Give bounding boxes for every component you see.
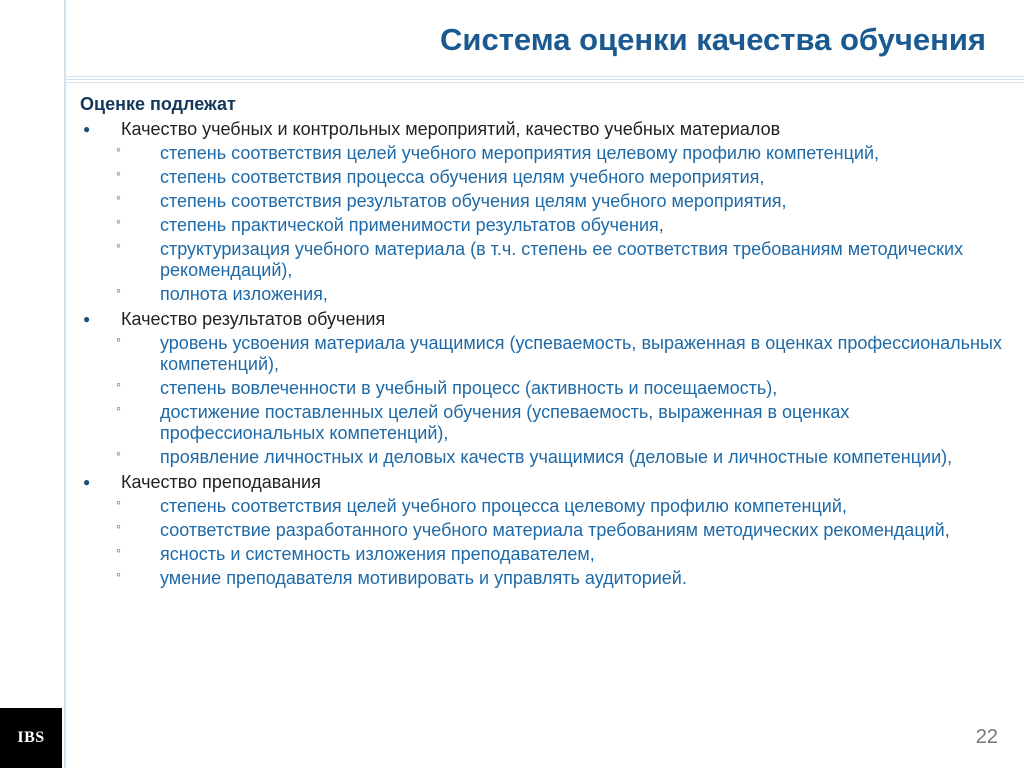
list-item-text: степень вовлеченности в учебный процесс (активность и посещаемость), bbox=[160, 378, 778, 398]
list-item bbox=[80, 520, 1015, 541]
slide-content bbox=[80, 93, 1015, 589]
section-1-label: Качество учебных и контрольных мероприятий, качество учебных материалов bbox=[121, 119, 781, 139]
list-item-text: степень соответствия целей учебного процесса целевому профилю компетенций, bbox=[160, 496, 847, 516]
hollow-bullet-icon: ◦ bbox=[116, 445, 121, 461]
left-vertical-rule bbox=[64, 0, 66, 768]
list-item bbox=[80, 284, 1015, 305]
list-item-text: соответствие разработанного учебного материала требованиям методических рекомендаций, bbox=[160, 520, 950, 540]
list-item-text: степень соответствия результатов обучения целям учебного мероприятия, bbox=[160, 191, 787, 211]
slide-title: Система оценки качества обучения bbox=[440, 22, 986, 57]
hollow-bullet-icon: ◦ bbox=[116, 542, 121, 558]
content-heading: Оценке подлежат bbox=[80, 94, 236, 114]
list-item-text: достижение поставленных целей обучения (успеваемость, выраженная в оценках профессиональных компетенций), bbox=[160, 402, 850, 443]
list-item bbox=[80, 402, 1015, 444]
hollow-bullet-icon: ◦ bbox=[116, 189, 121, 205]
list-item-text: умение преподавателя мотивировать и управлять аудиторией. bbox=[160, 568, 687, 588]
list-item bbox=[80, 333, 1015, 375]
filled-bullet-icon: ● bbox=[83, 475, 91, 489]
hollow-bullet-icon: ◦ bbox=[116, 213, 121, 229]
list-item bbox=[80, 568, 1015, 589]
list-item bbox=[80, 167, 1015, 188]
title-divider bbox=[64, 76, 1024, 84]
list-item-text: уровень усвоения материала учащимися (успеваемость, выраженная в оценках профессиональных компетенций), bbox=[160, 333, 1002, 374]
hollow-bullet-icon: ◦ bbox=[116, 400, 121, 416]
hollow-bullet-icon: ◦ bbox=[116, 237, 121, 253]
filled-bullet-icon: ● bbox=[83, 122, 91, 136]
list-item bbox=[80, 544, 1015, 565]
list-item-text: степень соответствия целей учебного мероприятия целевому профилю компетенций, bbox=[160, 143, 880, 163]
hollow-bullet-icon: ◦ bbox=[116, 376, 121, 392]
list-item bbox=[80, 143, 1015, 164]
list-item-text: проявление личностных и деловых качеств учащимися (деловые и личностные компетенции), bbox=[160, 447, 953, 467]
section-3-label: Качество преподавания bbox=[121, 472, 321, 492]
list-item bbox=[80, 191, 1015, 212]
hollow-bullet-icon: ◦ bbox=[116, 331, 121, 347]
list-item bbox=[80, 447, 1015, 468]
page-number: 22 bbox=[975, 726, 998, 748]
list-item bbox=[80, 378, 1015, 399]
hollow-bullet-icon: ◦ bbox=[116, 494, 121, 510]
list-item-text: ясность и системность изложения преподавателем, bbox=[160, 544, 595, 564]
filled-bullet-icon: ● bbox=[83, 312, 91, 326]
hollow-bullet-icon: ◦ bbox=[116, 566, 121, 582]
hollow-bullet-icon: ◦ bbox=[116, 518, 121, 534]
section-2-item bbox=[80, 308, 1015, 330]
hollow-bullet-icon: ◦ bbox=[116, 282, 121, 298]
hollow-bullet-icon: ◦ bbox=[116, 165, 121, 181]
list-item-text: структуризация учебного материала (в т.ч. степень ее соответствия требованиям методических рекомендаций), bbox=[160, 239, 964, 280]
section-2-label: Качество результатов обучения bbox=[121, 309, 386, 329]
list-item-text: степень практической применимости результатов обучения, bbox=[160, 215, 664, 235]
list-item bbox=[80, 215, 1015, 236]
list-item bbox=[80, 496, 1015, 517]
hollow-bullet-icon: ◦ bbox=[116, 141, 121, 157]
section-1-item bbox=[80, 118, 1015, 140]
ibs-logo: IBS bbox=[0, 708, 62, 768]
section-3-item bbox=[80, 471, 1015, 493]
list-item-text: степень соответствия процесса обучения целям учебного мероприятия, bbox=[160, 167, 765, 187]
list-item bbox=[80, 239, 1015, 281]
list-item-text: полнота изложения, bbox=[160, 284, 328, 304]
